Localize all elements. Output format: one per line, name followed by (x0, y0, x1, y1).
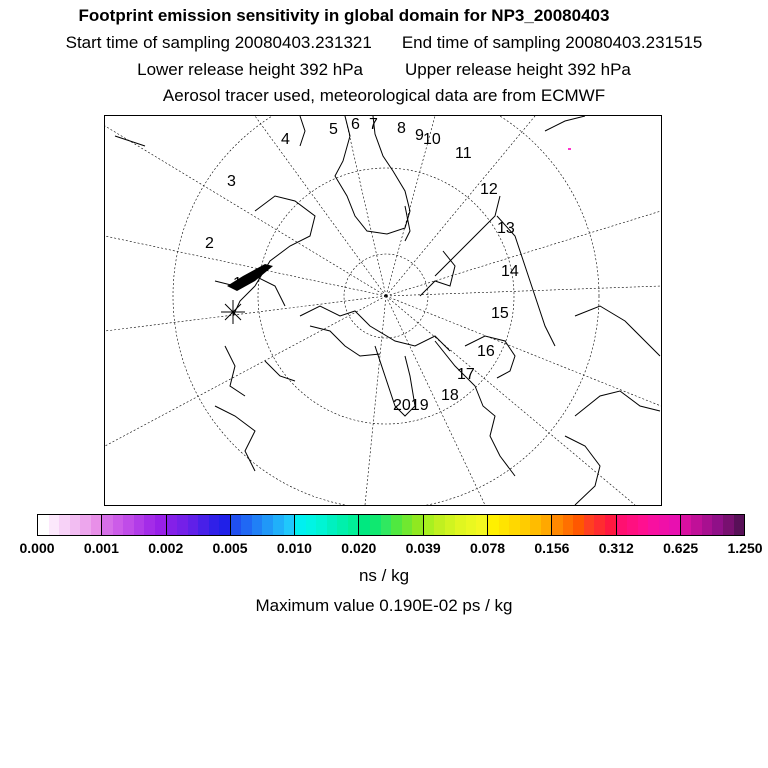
colorbar-cell (520, 515, 531, 535)
trajectory-label: 10 (423, 131, 441, 148)
trajectory-label: 8 (397, 120, 406, 137)
colorbar-cell (617, 515, 628, 535)
colorbar-unit: ns / kg (358, 566, 410, 585)
colorbar-cell (723, 515, 734, 535)
map-canvas (105, 116, 661, 505)
colorbar-cell (488, 515, 499, 535)
colorbar-tick-label: 0.002 (148, 540, 184, 556)
tracer-info: Aerosol tracer used, meteorological data are from ECMWF (162, 86, 606, 105)
trajectory-label: 1 (233, 275, 242, 292)
colorbar-cell (38, 515, 49, 535)
colorbar-cell (584, 515, 595, 535)
colorbar-tick-label: 0.625 (663, 540, 699, 556)
colorbar-tick-label: 0.156 (534, 540, 570, 556)
colorbar-cell (541, 515, 553, 535)
colorbar-tick-label: 1.250 (727, 540, 763, 556)
colorbar-cell (113, 515, 124, 535)
colorbar (37, 514, 745, 536)
trajectory-label: 14 (501, 263, 519, 280)
trajectory-label: 3 (227, 173, 236, 190)
graticule (105, 116, 661, 505)
colorbar-cell (530, 515, 541, 535)
trajectory-label: 16 (477, 343, 495, 360)
trajectory-label: 18 (441, 387, 459, 404)
colorbar-cell (231, 515, 242, 535)
colorbar-cell (563, 515, 574, 535)
colorbar-tick-label: 0.312 (598, 540, 634, 556)
colorbar-cell (327, 515, 338, 535)
colorbar-tick-label: 0.078 (470, 540, 506, 556)
colorbar-cell (455, 515, 466, 535)
colorbar-cell (552, 515, 563, 535)
lower-release-height: Lower release height 392 hPa (137, 60, 363, 79)
sensitivity-spot (568, 148, 571, 150)
colorbar-cell (348, 515, 360, 535)
colorbar-cell (499, 515, 510, 535)
upper-release-height: Upper release height 392 hPa (405, 60, 631, 79)
colorbar-cell (241, 515, 252, 535)
colorbar-tick-label: 0.000 (19, 540, 55, 556)
colorbar-cell (391, 515, 402, 535)
colorbar-cell (198, 515, 209, 535)
colorbar-cell (167, 515, 178, 535)
colorbar-tick-label: 0.010 (276, 540, 312, 556)
colorbar-cell (188, 515, 199, 535)
colorbar-cell (712, 515, 723, 535)
colorbar-cell (144, 515, 155, 535)
colorbar-cell (702, 515, 713, 535)
colorbar-cell (273, 515, 284, 535)
colorbar-cell (219, 515, 231, 535)
release-heights (0, 60, 768, 80)
colorbar-cell (734, 515, 745, 535)
colorbar-cell (424, 515, 435, 535)
colorbar-cell (123, 515, 134, 535)
colorbar-cell (681, 515, 692, 535)
colorbar-cell (381, 515, 392, 535)
colorbar-cell (605, 515, 617, 535)
colorbar-cell (102, 515, 113, 535)
colorbar-cell (691, 515, 702, 535)
colorbar-cell (659, 515, 670, 535)
colorbar-cell (669, 515, 681, 535)
colorbar-cell (370, 515, 381, 535)
colorbar-cell (316, 515, 327, 535)
colorbar-cell (209, 515, 220, 535)
trajectory-label: 7 (369, 116, 378, 133)
trajectory-label: 11 (455, 145, 472, 162)
maximum-value: Maximum value 0.190E-02 ps / kg (255, 596, 513, 615)
colorbar-cell (155, 515, 167, 535)
colorbar-cell (638, 515, 649, 535)
colorbar-cell (509, 515, 520, 535)
colorbar-cell (466, 515, 477, 535)
trajectory-label: 5 (329, 121, 338, 138)
trajectory-label: 2019 (393, 397, 429, 414)
polar-map (104, 115, 662, 506)
colorbar-cell (262, 515, 273, 535)
coastlines (115, 116, 660, 505)
colorbar-cell (59, 515, 70, 535)
colorbar-cell (402, 515, 413, 535)
plot-title: Footprint emission sensitivity in global domain for NP3_20080403 (78, 6, 610, 25)
colorbar-cell (359, 515, 370, 535)
colorbar-tick-label: 0.039 (405, 540, 441, 556)
trajectory-label: 15 (491, 305, 509, 322)
colorbar-cell (306, 515, 317, 535)
trajectory-label: 4 (281, 131, 290, 148)
colorbar-cell (412, 515, 424, 535)
trajectory-label: 13 (497, 220, 515, 237)
trajectory-label: 17 (457, 366, 475, 383)
start-time: Start time of sampling 20080403.231321 (65, 33, 372, 52)
trajectory-labels (205, 116, 519, 414)
colorbar-cell (627, 515, 638, 535)
colorbar-cell (91, 515, 103, 535)
colorbar-cell (476, 515, 488, 535)
colorbar-cell (434, 515, 445, 535)
colorbar-cell (70, 515, 81, 535)
colorbar-cell (295, 515, 306, 535)
colorbar-cell (648, 515, 659, 535)
colorbar-cell (284, 515, 296, 535)
colorbar-cell (594, 515, 605, 535)
trajectory-label: 9 (415, 127, 424, 144)
colorbar-cell (573, 515, 584, 535)
release-marker (221, 300, 245, 324)
sampling-times (0, 33, 768, 53)
end-time: End time of sampling 20080403.231515 (401, 33, 703, 52)
colorbar-tick-label: 0.001 (83, 540, 119, 556)
colorbar-cell (337, 515, 348, 535)
trajectory-label: 12 (480, 181, 498, 198)
colorbar-tick-label: 0.020 (341, 540, 377, 556)
colorbar-cell (80, 515, 91, 535)
colorbar-cell (177, 515, 188, 535)
colorbar-cell (49, 515, 60, 535)
trajectory-label: 6 (351, 116, 360, 133)
colorbar-cell (134, 515, 145, 535)
colorbar-tick-label: 0.005 (212, 540, 248, 556)
colorbar-cell (445, 515, 456, 535)
trajectory-label: 2 (205, 235, 214, 252)
colorbar-cell (252, 515, 263, 535)
